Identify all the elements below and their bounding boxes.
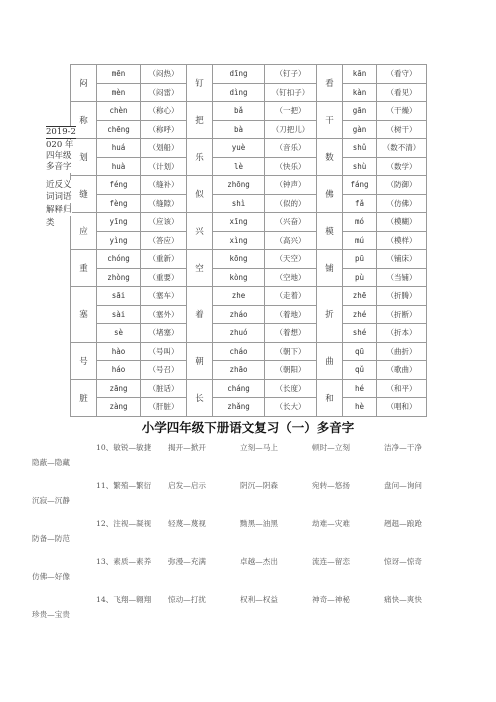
sidebar-line: 词词语: [46, 192, 72, 202]
word-pair: 10、敏锐—敏捷: [96, 443, 152, 452]
example-word-cell: （划船）: [141, 139, 187, 158]
example-word-cell: （答应）: [141, 231, 187, 250]
word-pair: 劫难—灾难: [312, 519, 350, 528]
word-pair: 启发—启示: [168, 481, 206, 490]
word-pair: 卓越—杰出: [240, 557, 278, 566]
pinyin-cell: shé: [343, 324, 377, 343]
example-word-cell: （歌曲）: [377, 361, 427, 380]
pinyin-cell: pù: [343, 268, 377, 287]
word-pair: 12、注视—凝视: [96, 519, 152, 528]
example-word-cell: （计划）: [141, 157, 187, 176]
example-word-cell: （重要）: [141, 268, 187, 287]
polyphone-table: [70, 64, 427, 417]
example-word-cell: （高兴）: [265, 231, 317, 250]
example-word-cell: （缝隙）: [141, 194, 187, 213]
example-word-cell: （称呼）: [141, 120, 187, 139]
pinyin-cell: dìng: [213, 83, 265, 102]
table-row: [71, 157, 427, 176]
pinyin-cell: zhe: [213, 287, 265, 306]
example-word-cell: （唱和）: [377, 398, 427, 417]
polyphone-char: 空: [187, 250, 213, 287]
example-word-cell: （似的）: [265, 194, 317, 213]
word-pair: 顿时—立刻: [312, 443, 350, 452]
pinyin-cell: xīng: [213, 213, 265, 232]
sidebar-line: 多音字: [46, 162, 72, 172]
pinyin-cell: zhǎng: [213, 398, 265, 417]
pinyin-cell: zhāo: [213, 361, 265, 380]
word-pair: 痛快—爽快: [384, 595, 422, 604]
sidebar-line: 近反义: [46, 180, 72, 190]
pinyin-cell: qū: [343, 342, 377, 361]
example-word-cell: （铺床）: [377, 250, 427, 269]
polyphone-char: 和: [317, 379, 343, 416]
word-pair: 仿佛—好像: [32, 572, 70, 581]
example-word-cell: （肝脏）: [141, 398, 187, 417]
word-pair: 盘问—询问: [384, 481, 422, 490]
word-pair: 神奇—神秘: [312, 595, 350, 604]
table-row: [71, 231, 427, 250]
pinyin-cell: mó: [343, 213, 377, 232]
pinyin-cell: chèn: [97, 102, 141, 121]
synonym-paragraph: [32, 440, 456, 470]
word-pair: 宛转—悠扬: [312, 481, 350, 490]
example-word-cell: （看见）: [377, 83, 427, 102]
polyphone-char: 曲: [317, 342, 343, 379]
pinyin-cell: yīng: [97, 213, 141, 232]
pinyin-cell: zhē: [343, 287, 377, 306]
polyphone-char: 似: [187, 176, 213, 213]
polyphone-char: 佛: [317, 176, 343, 213]
pinyin-cell: qǔ: [343, 361, 377, 380]
polyphone-char: 朝: [187, 342, 213, 379]
example-word-cell: （看守）: [377, 65, 427, 84]
pinyin-cell: chóng: [97, 250, 141, 269]
pinyin-cell: zàng: [97, 398, 141, 417]
pinyin-cell: lè: [213, 157, 265, 176]
polyphone-char: 钉: [187, 65, 213, 102]
pinyin-cell: kàn: [343, 83, 377, 102]
pinyin-cell: zhuó: [213, 324, 265, 343]
pinyin-cell: kān: [343, 65, 377, 84]
example-word-cell: （应该）: [141, 213, 187, 232]
polyphone-char: 干: [317, 102, 343, 139]
example-word-cell: （音乐）: [265, 139, 317, 158]
table-row: [71, 83, 427, 102]
pinyin-cell: huà: [97, 157, 141, 176]
sidebar-line: 类: [46, 218, 55, 228]
example-word-cell: （空地）: [265, 268, 317, 287]
pinyin-cell: yìng: [97, 231, 141, 250]
example-word-cell: （模样）: [377, 231, 427, 250]
polyphone-char: 应: [71, 213, 97, 250]
pinyin-cell: kòng: [213, 268, 265, 287]
word-pair: 沉寂—沉静: [32, 496, 70, 505]
word-pair: 珍贵—宝贵: [32, 610, 70, 619]
example-word-cell: （钉子）: [265, 65, 317, 84]
example-word-cell: （号召）: [141, 361, 187, 380]
word-pair: 揭开—掀开: [168, 443, 206, 452]
pinyin-cell: cháng: [213, 379, 265, 398]
polyphone-char: 称: [71, 102, 97, 139]
example-word-cell: （折断）: [377, 305, 427, 324]
pinyin-cell: shǔ: [343, 139, 377, 158]
word-pair: 流连—留恋: [312, 557, 350, 566]
table-row: [71, 213, 427, 232]
pinyin-cell: mèn: [97, 83, 141, 102]
word-pair: 权利—权益: [240, 595, 278, 604]
pinyin-cell: féng: [97, 176, 141, 195]
example-word-cell: （号叫）: [141, 342, 187, 361]
example-word-cell: （缝补）: [141, 176, 187, 195]
word-pair: 洁净—干净: [384, 443, 422, 452]
sidebar-line: 四年级: [46, 151, 72, 161]
table-row: [71, 268, 427, 287]
example-word-cell: （折腾）: [377, 287, 427, 306]
example-word-cell: （钟声）: [265, 176, 317, 195]
pinyin-cell: xìng: [213, 231, 265, 250]
pinyin-cell: zhōng: [213, 176, 265, 195]
pinyin-cell: bǎ: [213, 102, 265, 121]
pinyin-cell: mú: [343, 231, 377, 250]
polyphone-char: 重: [71, 250, 97, 287]
example-word-cell: （塞车）: [141, 287, 187, 306]
word-pair: 14、飞翔—翱翔: [96, 595, 152, 604]
table-row: [71, 361, 427, 380]
example-word-cell: （走着）: [265, 287, 317, 306]
example-word-cell: （兴奋）: [265, 213, 317, 232]
example-word-cell: （着想）: [265, 324, 317, 343]
example-word-cell: （刀把儿）: [265, 120, 317, 139]
pinyin-cell: hè: [343, 398, 377, 417]
polyphone-char: 闷: [71, 65, 97, 102]
synonym-paragraph: [32, 516, 456, 546]
pinyin-cell: huá: [97, 139, 141, 158]
table-row: [71, 102, 427, 121]
pinyin-cell: cháo: [213, 342, 265, 361]
pinyin-cell: sè: [97, 324, 141, 343]
polyphone-char: 长: [187, 379, 213, 416]
table-row: [71, 120, 427, 139]
example-word-cell: （塞外）: [141, 305, 187, 324]
table-row: [71, 194, 427, 213]
example-word-cell: （称心）: [141, 102, 187, 121]
pinyin-cell: zháo: [213, 305, 265, 324]
polyphone-char: 脏: [71, 379, 97, 416]
polyphone-char: 划: [71, 139, 97, 176]
example-word-cell: （堵塞）: [141, 324, 187, 343]
polyphone-char: 看: [317, 65, 343, 102]
pinyin-cell: yuè: [213, 139, 265, 158]
polyphone-char: 把: [187, 102, 213, 139]
example-word-cell: （曲折）: [377, 342, 427, 361]
table-row: [71, 287, 427, 306]
table-row: [71, 65, 427, 84]
polyphone-char: 着: [187, 287, 213, 343]
example-word-cell: （数学）: [377, 157, 427, 176]
example-word-cell: （干燥）: [377, 102, 427, 121]
pinyin-cell: gān: [343, 102, 377, 121]
word-pair: 趔趄—踉跄: [384, 519, 422, 528]
word-pair: 轻蔑—蔑视: [168, 519, 206, 528]
pinyin-cell: zhé: [343, 305, 377, 324]
example-word-cell: （长度）: [265, 379, 317, 398]
word-pair: 隐蔽—隐藏: [32, 458, 70, 467]
example-word-cell: （钉扣子）: [265, 83, 317, 102]
example-word-cell: （重新）: [141, 250, 187, 269]
word-pair: 黝黑—油黑: [240, 519, 278, 528]
pinyin-cell: gàn: [343, 120, 377, 139]
pinyin-cell: kōng: [213, 250, 265, 269]
pinyin-cell: hào: [97, 342, 141, 361]
polyphone-char: 缝: [71, 176, 97, 213]
example-word-cell: （防御）: [377, 176, 427, 195]
polyphone-char: 号: [71, 342, 97, 379]
table-row: [71, 398, 427, 417]
polyphone-char: 模: [317, 213, 343, 250]
polyphone-char: 铺: [317, 250, 343, 287]
example-word-cell: （一把）: [265, 102, 317, 121]
example-word-cell: （数不清）: [377, 139, 427, 158]
sidebar-line: 020 年: [46, 140, 74, 150]
pinyin-cell: sāi: [97, 287, 141, 306]
polyphone-char: 乐: [187, 139, 213, 176]
word-pair: 立刻—马上: [240, 443, 278, 452]
pinyin-cell: mēn: [97, 65, 141, 84]
example-word-cell: （着地）: [265, 305, 317, 324]
pinyin-cell: háo: [97, 361, 141, 380]
table-row: [71, 379, 427, 398]
example-word-cell: （朝下）: [265, 342, 317, 361]
table-row: [71, 342, 427, 361]
example-word-cell: （折本）: [377, 324, 427, 343]
pinyin-cell: shù: [343, 157, 377, 176]
pinyin-cell: fáng: [343, 176, 377, 195]
pinyin-cell: chēng: [97, 120, 141, 139]
pinyin-cell: fǎ: [343, 194, 377, 213]
polyphone-char: 折: [317, 287, 343, 343]
example-word-cell: （树干）: [377, 120, 427, 139]
example-word-cell: （仿佛）: [377, 194, 427, 213]
word-pair: 防备—防范: [32, 534, 70, 543]
word-pair: 13、素质—素养: [96, 557, 152, 566]
table-row: [71, 305, 427, 324]
example-word-cell: （长大）: [265, 398, 317, 417]
example-word-cell: （闷热）: [141, 65, 187, 84]
word-pair: 惊讶—惊奇: [384, 557, 422, 566]
pinyin-cell: zhòng: [97, 268, 141, 287]
example-word-cell: （朝阳）: [265, 361, 317, 380]
word-pair: 11、繁殖—繁衍: [96, 481, 152, 490]
pinyin-cell: zāng: [97, 379, 141, 398]
pinyin-cell: hé: [343, 379, 377, 398]
pinyin-cell: dīng: [213, 65, 265, 84]
sidebar-year: 2019-2: [46, 127, 76, 137]
pinyin-cell: shì: [213, 194, 265, 213]
example-word-cell: （当铺）: [377, 268, 427, 287]
pinyin-cell: fèng: [97, 194, 141, 213]
example-word-cell: （闷雷）: [141, 83, 187, 102]
polyphone-char: 数: [317, 139, 343, 176]
example-word-cell: （脏话）: [141, 379, 187, 398]
polyphone-char: 塞: [71, 287, 97, 343]
synonym-paragraph: [32, 592, 456, 622]
synonym-paragraph: [32, 554, 456, 584]
example-word-cell: （快乐）: [265, 157, 317, 176]
word-pair: 惊动—打扰: [168, 595, 206, 604]
table-row: [71, 139, 427, 158]
table-row: [71, 176, 427, 195]
example-word-cell: （模糊）: [377, 213, 427, 232]
pinyin-cell: pū: [343, 250, 377, 269]
page-title: 小学四年级下册语文复习（一）多音字: [141, 420, 355, 435]
sidebar-line: 解释归: [46, 205, 72, 215]
table-row: [71, 324, 427, 343]
word-pair: 弥漫—充满: [168, 557, 206, 566]
pinyin-cell: sài: [97, 305, 141, 324]
example-word-cell: （和平）: [377, 379, 427, 398]
table-row: [71, 250, 427, 269]
pinyin-cell: bà: [213, 120, 265, 139]
polyphone-char: 兴: [187, 213, 213, 250]
synonym-paragraph: [32, 478, 456, 508]
example-word-cell: （天空）: [265, 250, 317, 269]
word-pair: 阴沉—阴森: [240, 481, 278, 490]
